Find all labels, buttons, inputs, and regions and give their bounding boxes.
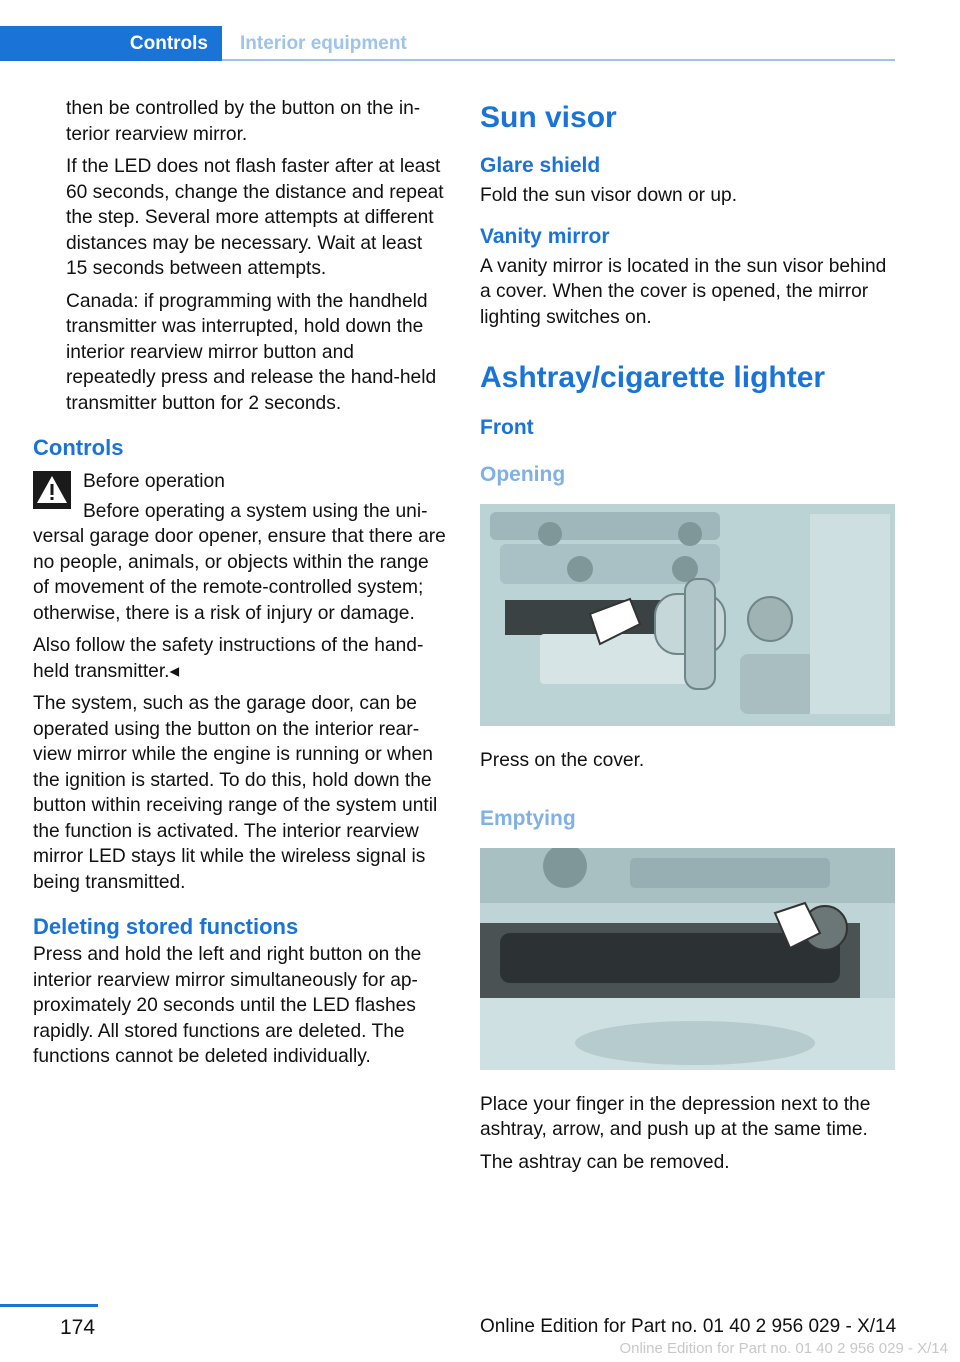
paragraph-system: The system, such as the garage door, can be operated using the button on the interior rearview mirror while the engine is running or when the ignition is started. To do this, hold down the button within receiving range of the system until the function is activated. The interior rearview mirror LED stays lit while the wireless signal is being transmitted. <box>33 693 438 893</box>
opening-caption: Press on the cover. <box>480 749 645 771</box>
emptying-caption-2: The ashtray can be removed. <box>480 1151 730 1173</box>
ashtray-emptying-illustration <box>480 848 895 1070</box>
paragraph-canada: Canada: if programming with the handheld transmitter was interrupted, hold down the interior rearview mirror button and repeatedly press and release the hand-held transmitter button for 2 seconds. <box>66 290 437 414</box>
warning-text: Before operating a system using the universal garage door opener, ensure that there are no people, animals, or objects within the range of movement of the remote-controlled system; otherwise, there is a risk of injury or damage. <box>33 500 446 624</box>
warning-title: Before operation <box>83 471 225 492</box>
paragraph-continued: then be controlled by the button on the interior rearview mirror. <box>66 98 421 145</box>
header-rule <box>222 59 895 61</box>
emptying-heading: Emptying <box>480 807 576 830</box>
ashtray-opening-illustration <box>480 504 895 726</box>
right-column <box>480 100 895 1182</box>
front-heading: Front <box>480 416 534 439</box>
left-column <box>33 96 448 1077</box>
glare-shield-heading: Glare shield <box>480 154 601 177</box>
vanity-mirror-heading: Vanity mirror <box>480 224 610 248</box>
vanity-mirror-text: A vanity mirror is located in the sun visor behind a cover. When the cover is opened, the mirror lighting switches on. <box>480 255 887 328</box>
opening-heading: Opening <box>480 463 566 486</box>
deleting-heading: Deleting stored functions <box>33 914 299 939</box>
paragraph-safety: Also follow the safety instructions of the handheld transmitter.◂ <box>33 635 424 682</box>
footer-rule <box>0 1304 98 1307</box>
page-header <box>0 0 960 64</box>
sun-visor-heading: Sun visor <box>480 101 617 134</box>
tab-interior-equipment[interactable]: Interior equipment <box>240 32 407 54</box>
controls-heading: Controls <box>33 435 124 460</box>
footer-edition: Online Edition for Part no. 01 40 2 956 029 - X/14 <box>480 1316 897 1337</box>
tab-controls[interactable]: Controls <box>0 26 222 61</box>
paragraph-led-retry: If the LED does not flash faster after at least 60 seconds, change the distance and repeat the step. Several more attempts at different distances may be necessary. Wait at least 15 seconds between attempts. <box>66 156 444 279</box>
warning-block <box>33 469 448 495</box>
page-number: 174 <box>60 1316 96 1339</box>
glare-shield-text: Fold the sun visor down or up. <box>480 185 738 206</box>
warning-triangle-icon <box>33 471 71 509</box>
paragraph-deleting: Press and hold the left and right button on the interior rearview mirror simultaneously for approximately 20 seconds until the LED flashes rapidly. All stored functions are deleted. The functions cannot be deleted individually. <box>33 944 422 1067</box>
emptying-caption-1: Place your finger in the depression next to the ashtray, arrow, and push up at the same time. <box>480 1093 871 1140</box>
watermark: Online Edition for Part no. 01 40 2 956 029 - X/14 <box>619 1340 948 1357</box>
ashtray-heading: Ashtray/cigarette lighter <box>480 361 826 394</box>
